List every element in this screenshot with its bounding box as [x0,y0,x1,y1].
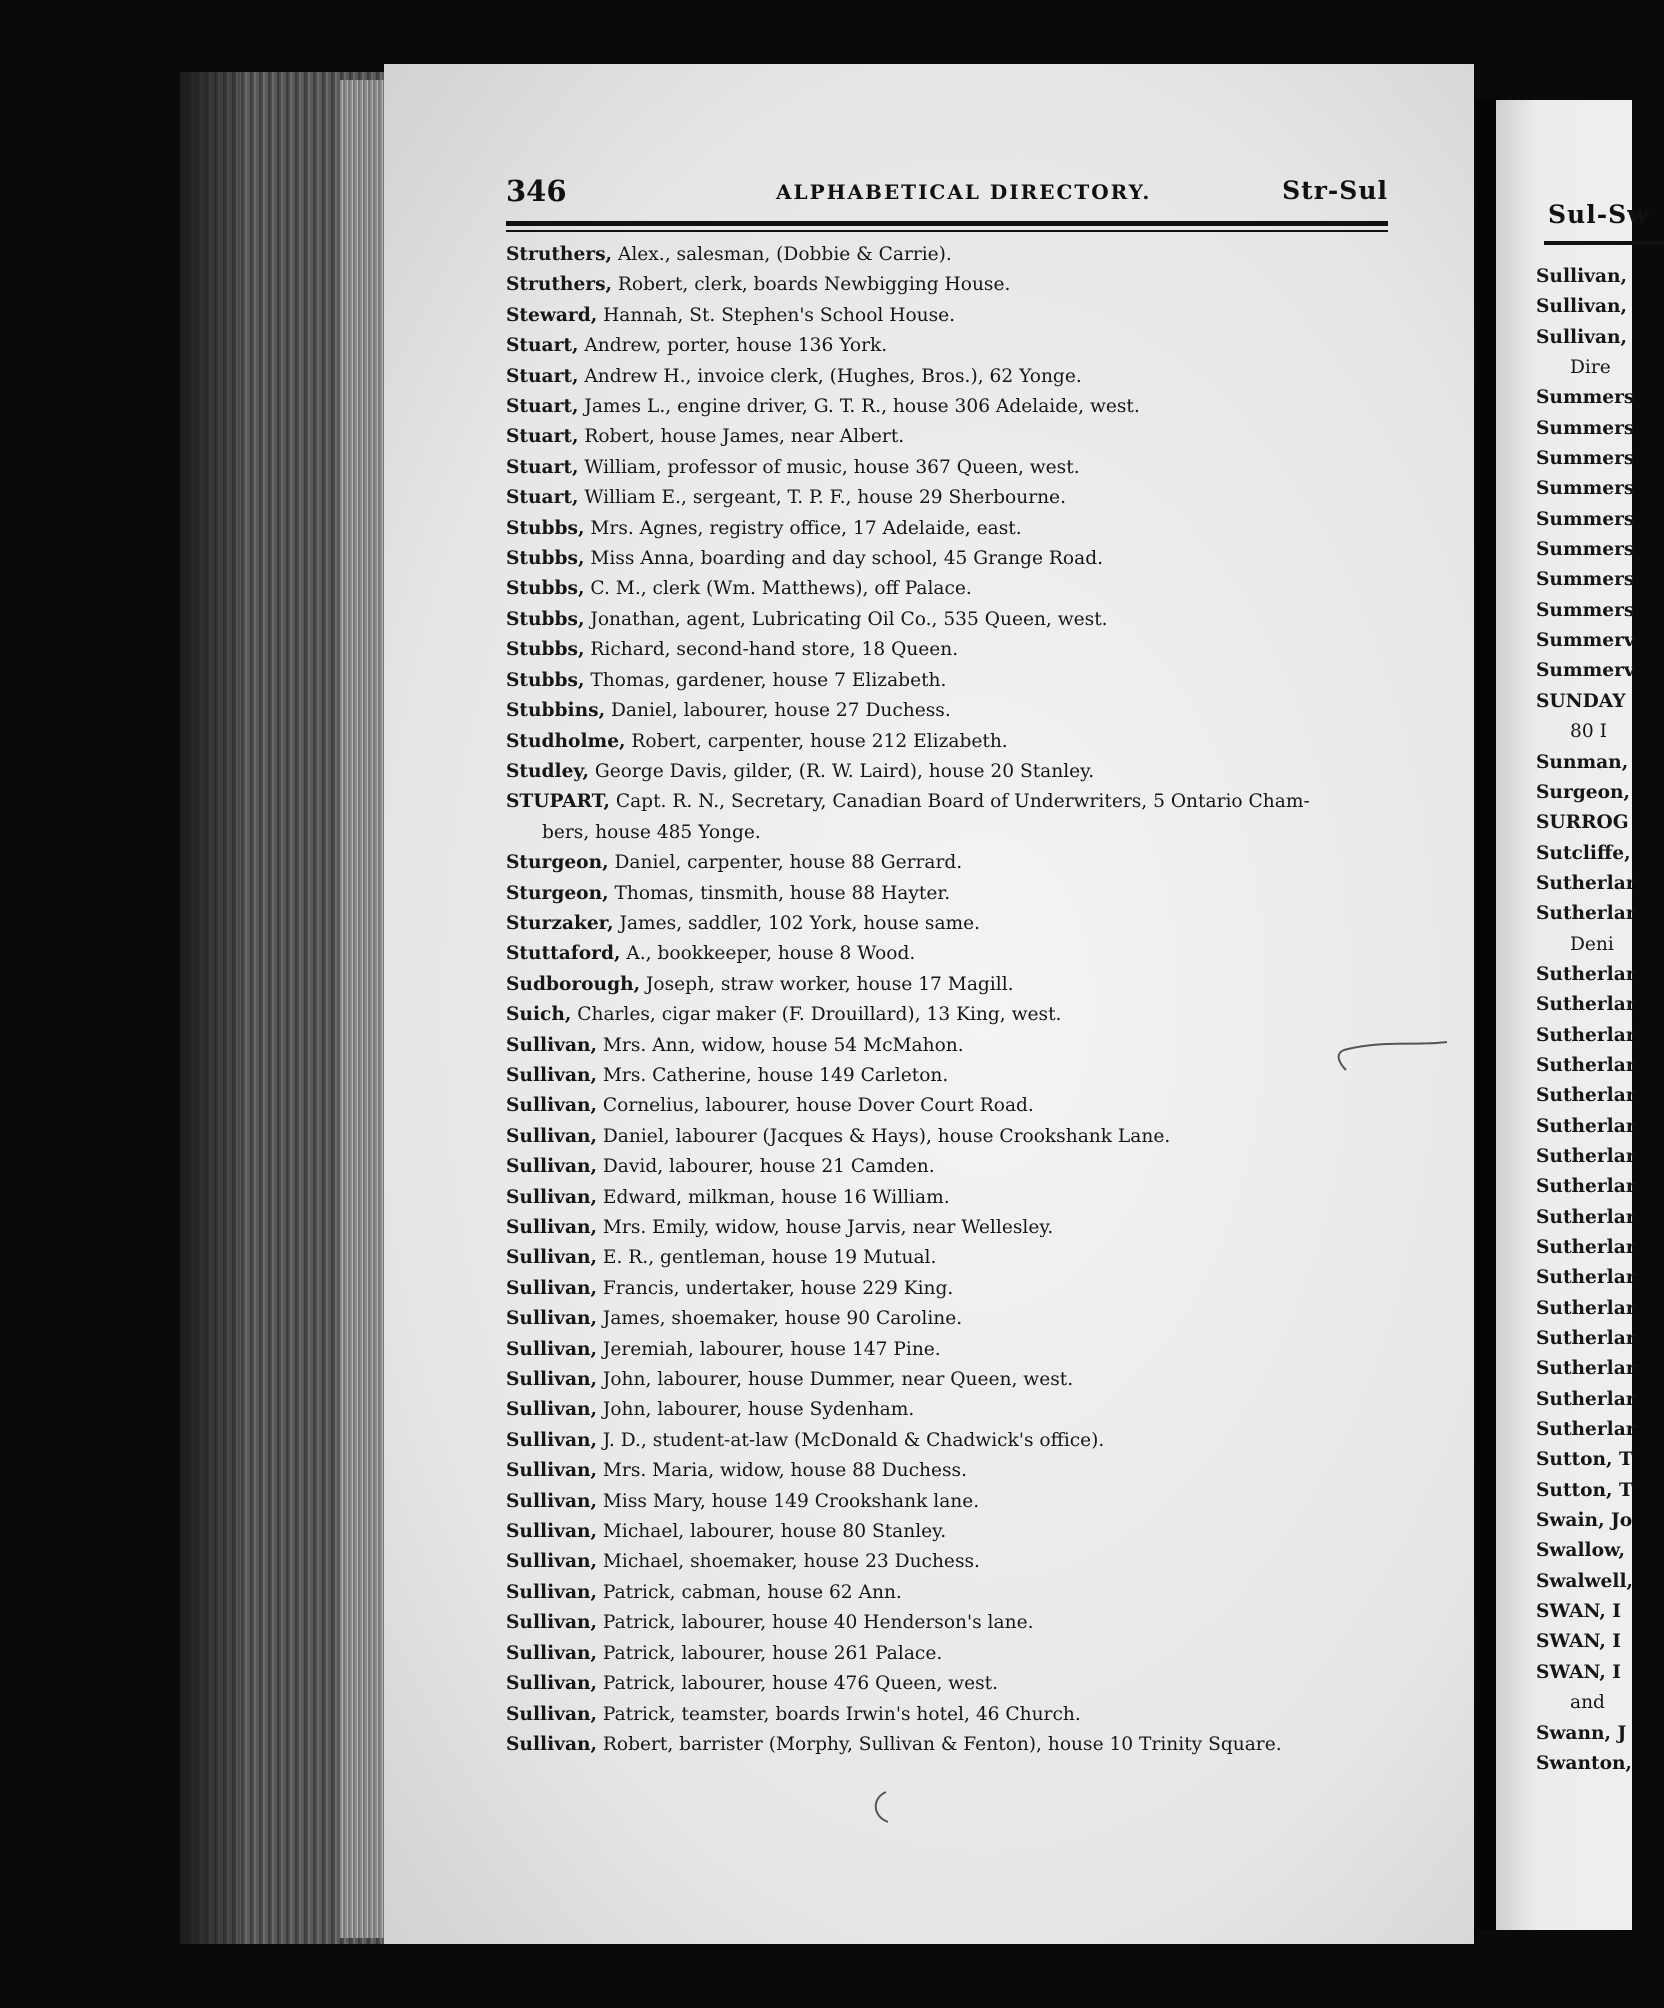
entry-surname: Sturgeon, [506,882,609,904]
directory-entry [506,666,1406,696]
entry-details: Capt. R. N., Secretary, Canadian Board of Underwriters, 5 Ontario Cham- [609,791,1310,813]
entry-details: C. M., clerk (Wm. Matthews), off Palace. [584,578,972,600]
entry-details: Robert, carpenter, house 212 Elizabeth. [625,730,1008,752]
right-page-entry: Sutherlar [1536,1388,1636,1410]
directory-entry [506,848,1406,878]
directory-entry [506,362,1406,392]
directory-entry [506,879,1406,909]
right-page-entry: Sullivan, [1536,326,1627,348]
entry-surname: Sullivan, [506,1125,597,1147]
entry-surname: Struthers, [506,244,613,265]
directory-entry [506,422,1406,452]
right-page-entries [1536,262,1636,1779]
right-page-entry: Summers [1536,508,1635,530]
entry-details: Cornelius, labourer, house Dover Court Road. [596,1095,1034,1117]
directory-entry [506,1213,1406,1243]
running-head [506,174,1388,210]
right-page-entry: Sunman, [1536,751,1629,773]
directory-entry [506,909,1406,939]
right-page-entry: Swann, J [1536,1722,1627,1744]
directory-entry [506,1700,1406,1730]
directory-entry [506,727,1406,757]
entry-surname: Sullivan, [506,1034,597,1056]
entry-surname: Sullivan, [506,1247,597,1269]
entry-details: Miss Mary, house 149 Crookshank lane. [596,1490,980,1512]
entry-surname: Sullivan, [506,1581,597,1603]
directory-entry [506,1031,1406,1061]
entry-surname: Sturgeon, [506,852,609,874]
right-page-entry: Sullivan, [1536,266,1627,287]
directory-entry [506,544,1406,574]
directory-entry [506,1091,1406,1121]
entry-details: Thomas, gardener, house 7 Elizabeth. [584,669,947,691]
directory-entry [506,514,1406,544]
right-page-entry: Sutherlar [1536,1267,1636,1289]
alphabetical-range: Str-Sul [1282,176,1388,205]
directory-entry [506,331,1406,361]
right-page-entry: Summers [1536,478,1635,500]
directory-entry [506,1061,1406,1091]
right-page-entry: Sutton, T [1536,1449,1633,1471]
entry-surname: Stuart, [506,487,579,509]
entry-surname: Sullivan, [506,1612,597,1634]
entry-surname: Sullivan, [506,1733,597,1755]
entry-details: Mrs. Maria, widow, house 88 Duchess. [596,1460,967,1482]
entry-details: Jonathan, agent, Lubricating Oil Co., 535 Queen, west. [584,608,1108,630]
directory-entry [506,301,1406,331]
page-number: 346 [506,174,567,208]
entry-surname: Steward, [506,304,598,326]
directory-entry [506,818,1406,848]
directory-entry [506,1274,1406,1304]
directory-entry [506,1730,1406,1760]
right-page-entry: Sutherlar [1536,1328,1636,1350]
directory-entry [506,970,1406,1000]
entry-details: George Davis, gilder, (R. W. Laird), house 20 Stanley. [588,760,1095,782]
directory-entry [506,1183,1406,1213]
entry-details: James L., engine driver, G. T. R., house 306 Adelaide, west. [578,396,1140,418]
entry-surname: Sullivan, [506,1156,597,1178]
right-page-entry: Sutherlar [1536,1145,1636,1167]
entry-details: William E., sergeant, T. P. F., house 29 Sherbourne. [578,487,1066,509]
entry-surname: Stubbs, [506,639,585,661]
entry-details: David, labourer, house 21 Camden. [596,1156,935,1178]
entry-details: Robert, house James, near Albert. [578,426,905,448]
entry-surname: Sudborough, [506,973,641,995]
right-page-entry: Summers [1536,387,1635,409]
right-page-entry: Sutherlar [1536,1024,1636,1046]
entry-details: Michael, labourer, house 80 Stanley. [596,1521,947,1543]
directory-entry [506,1000,1406,1030]
directory-entry [506,1608,1406,1638]
right-header-rule [1544,241,1664,245]
entry-surname: Sullivan, [506,1369,597,1391]
right-page-entry: Summerv [1536,660,1635,682]
directory-entry [506,1243,1406,1273]
entry-details: Alex., salesman, (Dobbie & Carrie). [612,244,952,265]
right-page-entry: Sutton, T [1536,1479,1633,1501]
directory-entry [506,787,1406,817]
right-page-entry: Sutherlar [1536,1054,1636,1076]
right-page-entry: Swalwell, [1536,1570,1633,1592]
entry-surname: Stubbs, [506,669,585,691]
right-page-entry: Sutherlar [1536,1085,1636,1107]
entry-surname: Sullivan, [506,1521,597,1543]
right-page-entry: Sutherlar [1536,1419,1636,1441]
right-page-entry: Sutherlar [1536,1237,1636,1258]
directory-entry [506,605,1406,635]
entry-details: William, professor of music, house 367 Queen, west. [578,456,1080,478]
pencil-mark [1322,1030,1452,1080]
entry-surname: Stubbs, [506,578,585,600]
entry-details: Richard, second-hand store, 18 Queen. [584,639,959,661]
right-page-entry: Summers [1536,539,1635,561]
entry-details: A., bookkeeper, house 8 Wood. [620,943,916,965]
entry-details: James, saddler, 102 York, house same. [613,912,981,934]
right-page-entry: Summers [1536,417,1635,439]
right-page-entry: SUNDAY [1536,690,1626,712]
right-page-entry: Sutherlar [1536,963,1636,985]
directory-entry [506,1578,1406,1608]
entry-surname: Sullivan, [506,1217,597,1238]
entry-surname: Stubbs, [506,517,585,539]
entry-surname: Sullivan, [506,1399,597,1421]
spine-shadow [180,72,240,1944]
right-page-entry: Swain, Jo [1536,1510,1633,1532]
right-page-entry: Swanton, [1536,1752,1632,1774]
right-page-entry: Surgeon, [1536,781,1630,803]
directory-entry [506,1456,1406,1486]
entry-details: Patrick, cabman, house 62 Ann. [596,1581,902,1603]
entry-details: Mrs. Emily, widow, house Jarvis, near Wellesley. [596,1217,1054,1238]
right-page-entry: SWAN, I [1536,1601,1621,1623]
entry-details: Thomas, tinsmith, house 88 Hayter. [608,882,951,904]
right-page-entry: Sutherlar [1536,1115,1636,1137]
entry-surname: Studholme, [506,730,626,752]
entry-details: Daniel, labourer (Jacques & Hays), house Crookshank Lane. [596,1125,1171,1147]
right-page-entry: Sullivan, [1536,296,1627,318]
directory-entry [506,1365,1406,1395]
entry-details: Patrick, labourer, house 476 Queen, west. [596,1673,998,1695]
right-page-entry: Summers [1536,448,1635,470]
entry-surname: Sturzaker, [506,912,614,934]
entry-surname: STUPART, [506,791,610,813]
entry-surname: Stuart, [506,456,579,478]
entry-details: James, shoemaker, house 90 Caroline. [596,1308,963,1330]
entry-surname: Stuttaford, [506,943,621,965]
header-rule-thick [506,221,1388,226]
right-page-entry: Sutherlar [1536,872,1636,894]
right-page-entry: Swallow, [1536,1540,1625,1562]
entry-details: Mrs. Agnes, registry office, 17 Adelaide, east. [584,517,1022,539]
right-page [1496,100,1650,1930]
right-page-entry: Summers [1536,569,1635,591]
right-page-entry: and [1570,1692,1605,1714]
directory-entry [506,1395,1406,1425]
pencil-mark [866,1788,896,1828]
entry-surname: Sullivan, [506,1064,597,1086]
entry-surname: Stuart, [506,365,579,387]
entry-details: Robert, barrister (Morphy, Sullivan & Fenton), house 10 Trinity Square. [596,1733,1282,1755]
entry-surname: Sullivan, [506,1277,597,1299]
entry-surname: Stuart, [506,335,579,357]
entry-surname: Sullivan, [506,1186,597,1208]
entry-surname: Stuart, [506,426,579,448]
entry-details: Edward, milkman, house 16 William. [596,1186,950,1208]
header-rule-thin [506,230,1388,232]
entry-details: Daniel, labourer, house 27 Duchess. [605,700,951,722]
entry-surname: Sullivan, [506,1338,597,1360]
directory-entry [506,270,1406,300]
directory-entry [506,757,1406,787]
entry-surname: Sullivan, [506,1551,597,1573]
entry-details: Daniel, carpenter, house 88 Gerrard. [608,852,963,874]
right-page-entry: Dire [1570,357,1611,379]
right-page-entry: Sutcliffe, [1536,842,1631,864]
entry-details: Michael, shoemaker, house 23 Duchess. [596,1551,980,1573]
entry-surname: Sullivan, [506,1490,597,1512]
right-page-entry: Sutherlar [1536,994,1636,1016]
directory-entry [506,392,1406,422]
directory-entry [506,1547,1406,1577]
right-page-entry: Sutherlar [1536,903,1636,925]
entry-surname: Struthers, [506,274,613,296]
directory-entry [506,1487,1406,1517]
directory-entries [506,240,1406,1760]
entry-details: E. R., gentleman, house 19 Mutual. [596,1247,937,1269]
entry-surname: Stubbs, [506,548,585,570]
right-page-entry: SWAN, I [1536,1631,1621,1653]
directory-entry [506,1639,1406,1669]
entry-details: J. D., student-at-law (McDonald & Chadwick's office). [596,1429,1105,1451]
entry-surname: Sullivan, [506,1460,597,1482]
entry-surname: Stubbs, [506,608,585,630]
directory-entry [506,1426,1406,1456]
entry-details: Francis, undertaker, house 229 King. [596,1277,954,1299]
entry-details: Mrs. Ann, widow, house 54 McMahon. [596,1034,964,1056]
directory-entry [506,635,1406,665]
page-title: ALPHABETICAL DIRECTORY. [776,180,1152,204]
entry-surname: Sullivan, [506,1673,597,1695]
directory-entry [506,1122,1406,1152]
entry-surname: Sullivan, [506,1095,597,1117]
entry-surname: Sullivan, [506,1642,597,1664]
entry-surname: Stubbins, [506,700,606,722]
entry-details: Patrick, teamster, boards Irwin's hotel, 46 Church. [596,1703,1081,1725]
entry-details: Patrick, labourer, house 261 Palace. [596,1642,943,1664]
directory-entry [506,696,1406,726]
directory-entry [506,939,1406,969]
directory-entry [506,240,1406,270]
entry-details: bers, house 485 Yonge. [542,821,761,843]
directory-entry [506,1669,1406,1699]
entry-details: Hannah, St. Stephen's School House. [597,304,956,326]
right-page-entry: Deni [1570,933,1614,955]
right-page-entry: Summerv [1536,630,1635,652]
right-page-entry: 80 I [1570,721,1607,743]
directory-entry [506,453,1406,483]
entry-details: Charles, cigar maker (F. Drouillard), 13 King, west. [571,1004,1062,1026]
entry-details: Patrick, labourer, house 40 Henderson's lane. [596,1612,1034,1634]
right-running-head: Sul-Sw [1548,200,1650,229]
directory-entry [506,574,1406,604]
directory-entry [506,1517,1406,1547]
directory-entry [506,1335,1406,1365]
entry-surname: Stuart, [506,396,579,418]
entry-surname: Sullivan, [506,1429,597,1451]
entry-details: Miss Anna, boarding and day school, 45 Grange Road. [584,548,1104,570]
entry-details: Mrs. Catherine, house 149 Carleton. [596,1064,949,1086]
right-page-entry: SWAN, I [1536,1661,1621,1683]
directory-entry [506,483,1406,513]
entry-surname: Suich, [506,1004,572,1026]
page-edges [340,80,388,1938]
entry-surname: Sullivan, [506,1308,597,1330]
right-page-entry: Sutherlar [1536,1206,1636,1228]
entry-details: Andrew, porter, house 136 York. [578,335,888,357]
entry-details: John, labourer, house Sydenham. [596,1399,915,1421]
entry-details: Robert, clerk, boards Newbigging House. [612,274,1011,296]
entry-details: John, labourer, house Dummer, near Queen, west. [596,1369,1074,1391]
right-page-entry: SURROG [1536,812,1629,834]
right-page-entry: Sutherlar [1536,1358,1636,1380]
page-gutter [1476,100,1496,1930]
entry-surname: Sullivan, [506,1703,597,1725]
right-page-entry: Sutherlar [1536,1176,1636,1198]
right-page-entry: Summers [1536,599,1635,621]
directory-entry [506,1152,1406,1182]
directory-entry [506,1304,1406,1334]
entry-surname: Studley, [506,760,589,782]
entry-details: Jeremiah, labourer, house 147 Pine. [596,1338,941,1360]
right-page-entry: Sutherlar [1536,1297,1636,1319]
entry-details: Andrew H., invoice clerk, (Hughes, Bros.), 62 Yonge. [578,365,1082,387]
entry-details: Joseph, straw worker, house 17 Magill. [640,973,1014,995]
